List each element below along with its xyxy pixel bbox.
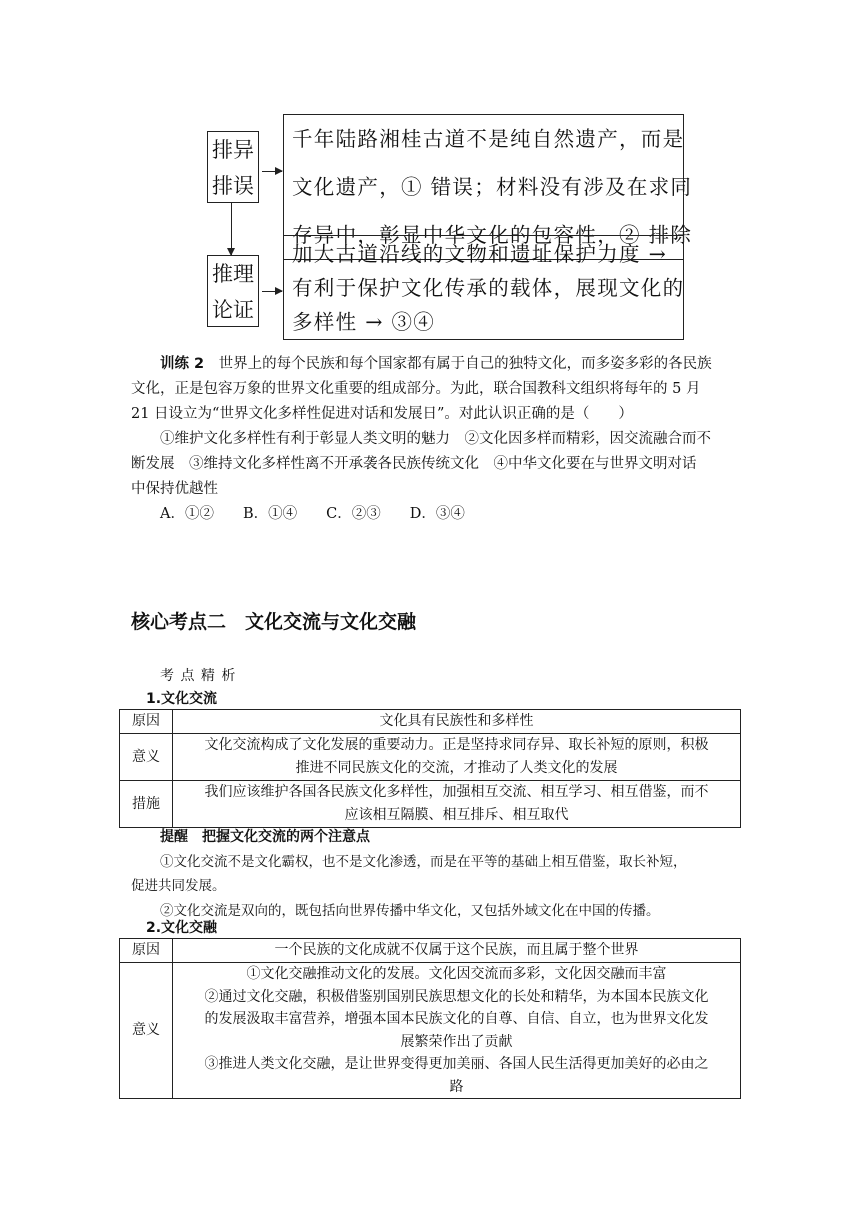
table-cultural-fusion: [119, 938, 741, 1099]
row-body: 一个民族的文化成就不仅属于这个民族，而且属于整个世界: [173, 939, 741, 963]
exercise-statements-line-1: ①维护文化多样性有利于彰显人类文明的魅力 ②文化因多样而精彩，因交流融合而不: [160, 431, 711, 447]
row-head: 原因: [120, 710, 173, 734]
reminder-point-1: ①文化交流不是文化霸权，也不是文化渗透，而是在平等的基础上相互借鉴，取长补短，: [160, 853, 687, 870]
reminder: [131, 825, 743, 923]
exercise-options: A．①② B．①④ C．②③ D．③④: [160, 506, 465, 522]
item-heading-2: 2.文化交融: [146, 920, 218, 936]
exercise-stem-line-3: 21 日设立为“世界文化多样性促进对话和发展日”。对此认识正确的是（ ）: [131, 406, 633, 422]
flow-text-box-1: 千年陆路湘桂古道不是纯自然遗产，而是 文化遗产，① 错误；材料没有涉及在求同 存异中，彰显中华文化的包容性，② 排除: [283, 114, 684, 260]
exercise-label: 训练 2: [160, 356, 205, 372]
exercise-stem-line-2: 文化，正是包容万象的世界文化重要的组成部分。为此，联合国教科文组织将每年的 5 月: [131, 381, 701, 397]
table-row: [120, 939, 741, 963]
table-row: [120, 781, 741, 828]
table-row: [120, 963, 741, 1099]
table-row: [120, 710, 741, 734]
row-body: 文化具有民族性和多样性: [173, 710, 741, 734]
flow-arrow-down: [231, 203, 232, 255]
row-head: 原因: [120, 939, 173, 963]
flow-text-box-2: 加大古道沿线的文物和遗址保护力度 → 有利于保护文化传承的载体，展现文化的 多样性 → ③④: [283, 235, 684, 340]
table-cultural-exchange: [119, 709, 741, 828]
exercise-statements-line-2: 断发展 ③维持文化多样性离不开承袭各民族传统文化 ④中华文化要在与世界文明对话: [131, 456, 697, 472]
row-head: 措施: [120, 781, 173, 828]
flow-label-eliminate: 排异 排误: [207, 131, 259, 203]
section-title: 核心考点二 文化交流与文化交融: [131, 611, 417, 633]
exercise-stem-line-1: 训练 2 世界上的每个民族和每个国家都有属于自己的独特文化，而多姿多彩的各民族: [160, 356, 712, 372]
exercise-statements-line-3: 中保持优越性: [131, 481, 218, 497]
row-body: 文化交流构成了文化发展的重要动力。正是坚持求同存异、取长补短的原则，积极 推进不同民族文化的交流，才推动了人类文化的发展: [173, 734, 741, 781]
row-body: 我们应该维护各国各民族文化多样性，加强相互交流、相互学习、相互借鉴，而不 应该相互隔膜、相互排斥、相互取代: [173, 781, 741, 828]
exercise-2: [131, 352, 743, 527]
flow-arrow-right-1: [262, 171, 282, 172]
row-head: 意义: [120, 963, 173, 1099]
reminder-title: 提醒 把握文化交流的两个注意点: [160, 829, 370, 845]
table-row: [120, 734, 741, 781]
flow-arrow-right-2: [262, 291, 282, 292]
row-body: ①文化交融推动文化的发展。文化因交流而多彩，文化因交融而丰富 ②通过文化交融，积极借鉴别国别民族思想文化的长处和精华，为本国本民族文化 的发展汲取丰富营养，增强本国本民族文化的自尊、自信、自立，也为世界文化发 展繁荣作出了贡献 ③推进人类文化交融，是让世界变得更加美丽、各国人民生活得更加美好的必由之 路: [173, 963, 741, 1099]
item-heading-1: 1.文化交流: [146, 691, 218, 707]
reminder-point-2: ②文化交流是双向的，既包括向世界传播中华文化，又包括外域文化在中国的传播。: [160, 902, 660, 919]
flow-label-reasoning: 推理 论证: [207, 255, 259, 327]
row-head: 意义: [120, 734, 173, 781]
section-subheading: 考 点 精 析: [160, 668, 237, 684]
reminder-point-1-cont: 促进共同发展。: [131, 878, 226, 894]
